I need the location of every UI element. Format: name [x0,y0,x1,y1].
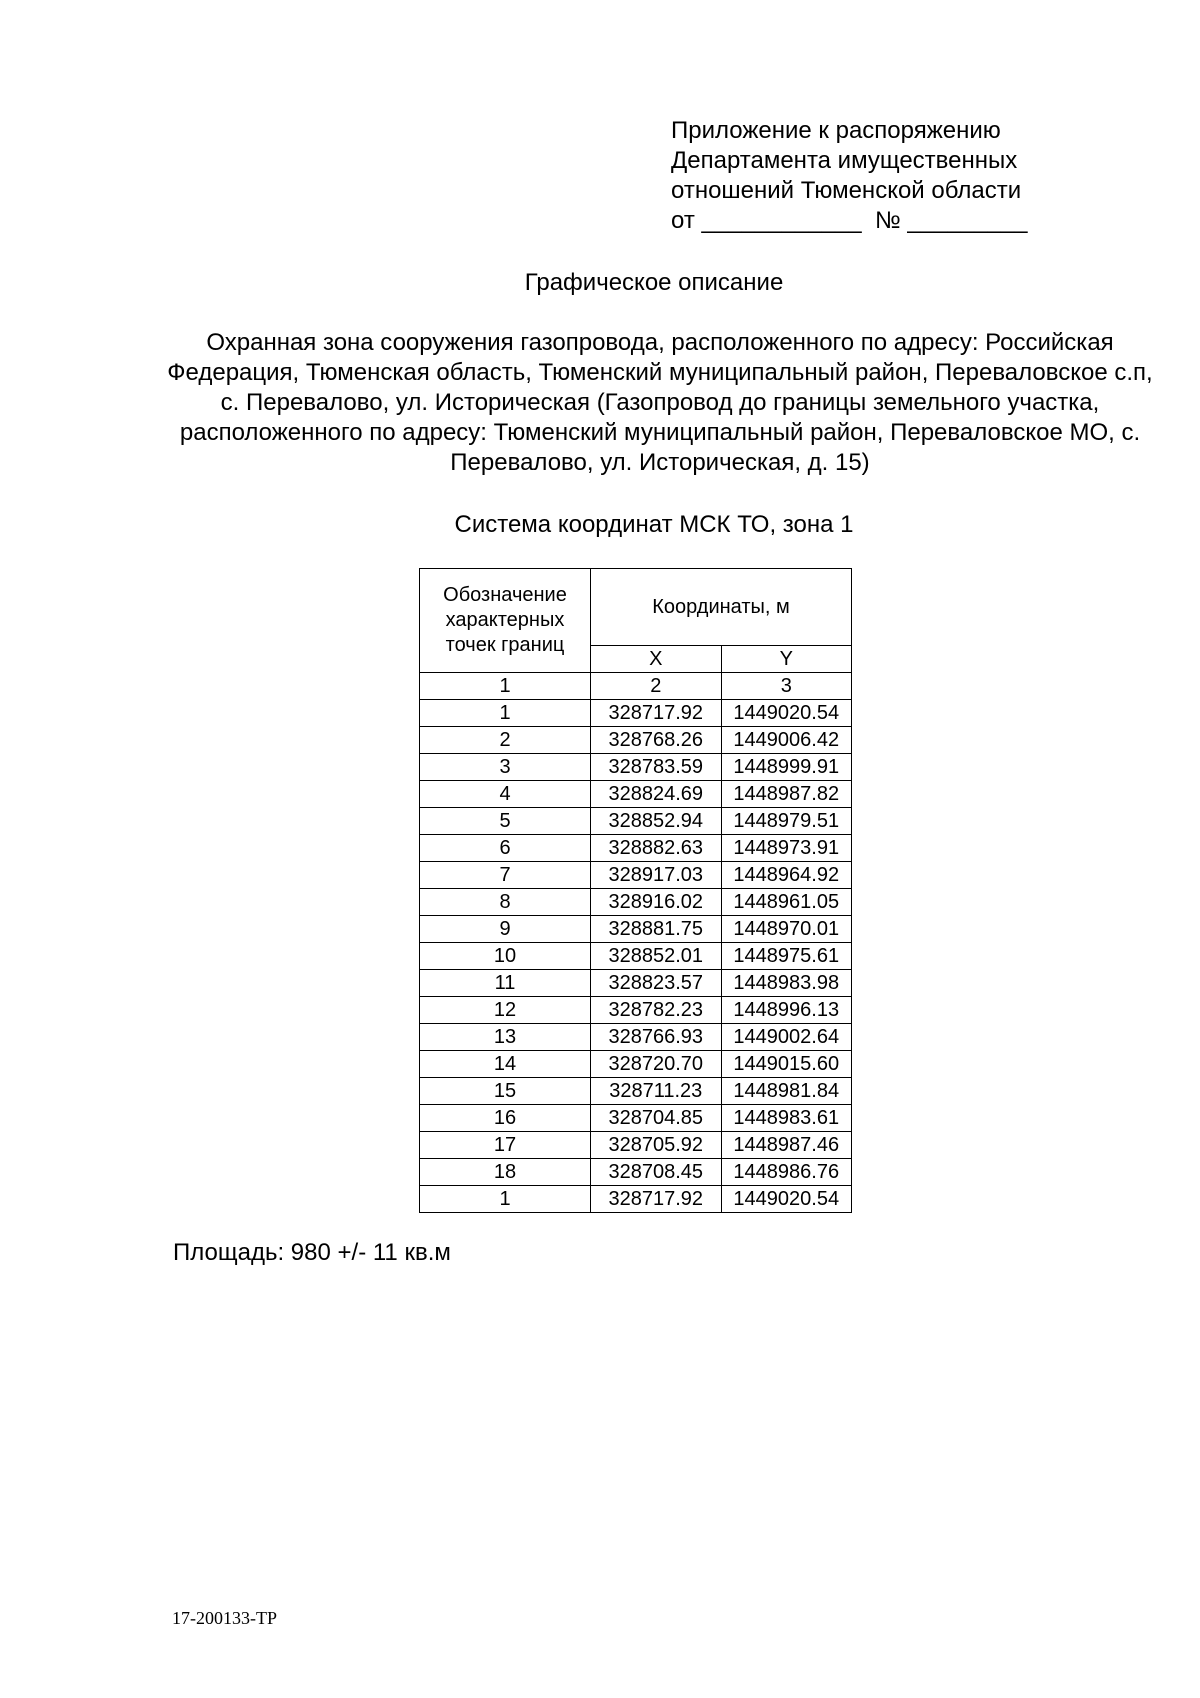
point-cell: 4 [420,781,591,808]
y-cell: 1449015.60 [721,1051,852,1078]
x-cell: 328881.75 [591,916,722,943]
point-cell: 7 [420,862,591,889]
table-row [420,1132,852,1159]
coordinate-system-label: Система координат МСК ТО, зона 1 [454,511,854,538]
table-row [420,1051,852,1078]
y-cell: 1448999.91 [721,754,852,781]
x-cell: 328916.02 [591,889,722,916]
y-cell: 1448983.61 [721,1105,852,1132]
document-code: 17-200133-ТР [172,1608,277,1628]
point-cell: 8 [420,889,591,916]
table-row [420,835,852,862]
x-cell: 328882.63 [591,835,722,862]
point-cell: 14 [420,1051,591,1078]
zone-description: Охранная зона сооружения газопровода, расположенного по адресу: Российская Федерация, Тюменская область, Тюменский муниципальный район, Переваловское с.п, с. Перевалово, ул. Историческая (Газопровод до границы земельного участка, расположенного по адресу: Тюменский муниципальный район, Переваловское МО, с. Перевалово, ул. Историческая, д. 15) [167,329,1153,476]
appendix-date-number-line: от ____________ № _________ [671,207,1028,234]
appendix-line: Приложение к распоряжению [671,117,1001,144]
column-number: 2 [591,673,722,700]
point-cell: 16 [420,1105,591,1132]
y-cell: 1448964.92 [721,862,852,889]
x-cell: 328852.01 [591,943,722,970]
x-cell: 328720.70 [591,1051,722,1078]
x-cell: 328705.92 [591,1132,722,1159]
y-cell: 1448979.51 [721,808,852,835]
table-row [420,727,852,754]
x-cell: 328717.92 [591,700,722,727]
y-cell: 1448975.61 [721,943,852,970]
y-cell: 1448987.46 [721,1132,852,1159]
point-cell: 9 [420,916,591,943]
x-cell: 328823.57 [591,970,722,997]
page-title: Графическое описание [524,269,784,296]
table-row [420,970,852,997]
y-cell: 1448996.13 [721,997,852,1024]
table-row [420,808,852,835]
y-cell: 1449020.54 [721,1186,852,1213]
table-row [420,1078,852,1105]
point-cell: 17 [420,1132,591,1159]
y-cell: 1448983.98 [721,970,852,997]
point-cell: 13 [420,1024,591,1051]
appendix-line: Департамента имущественных [671,147,1018,174]
table-row [420,997,852,1024]
table-row [420,700,852,727]
y-cell: 1448981.84 [721,1078,852,1105]
x-cell: 328704.85 [591,1105,722,1132]
area-label: Площадь: 980 +/- 11 кв.м [173,1239,451,1266]
x-cell: 328783.59 [591,754,722,781]
table-row [420,889,852,916]
table-row [420,1186,852,1213]
table-row [420,1024,852,1051]
y-cell: 1449020.54 [721,700,852,727]
table-row [420,862,852,889]
column-number: 3 [721,673,852,700]
y-cell: 1448961.05 [721,889,852,916]
x-cell: 328917.03 [591,862,722,889]
table-row [420,781,852,808]
point-cell: 2 [420,727,591,754]
point-cell: 5 [420,808,591,835]
x-cell: 328766.93 [591,1024,722,1051]
header-y: Y [721,646,852,673]
x-cell: 328768.26 [591,727,722,754]
appendix-line: отношений Тюменской области [671,177,1022,204]
point-cell: 3 [420,754,591,781]
table-row [420,916,852,943]
y-cell: 1448986.76 [721,1159,852,1186]
y-cell: 1449006.42 [721,727,852,754]
column-number: 1 [420,673,591,700]
y-cell: 1449002.64 [721,1024,852,1051]
point-cell: 11 [420,970,591,997]
x-cell: 328852.94 [591,808,722,835]
point-cell: 1 [420,1186,591,1213]
header-coordinates: Координаты, м [591,569,852,646]
y-cell: 1448970.01 [721,916,852,943]
point-cell: 10 [420,943,591,970]
coordinates-table [419,568,852,1213]
y-cell: 1448987.82 [721,781,852,808]
x-cell: 328717.92 [591,1186,722,1213]
y-cell: 1448973.91 [721,835,852,862]
table-row [420,1105,852,1132]
point-cell: 6 [420,835,591,862]
table-row [420,754,852,781]
point-cell: 15 [420,1078,591,1105]
point-cell: 1 [420,700,591,727]
x-cell: 328824.69 [591,781,722,808]
point-cell: 18 [420,1159,591,1186]
header-designation: Обозначение характерных точек границ [420,569,591,673]
table-row [420,1159,852,1186]
point-cell: 12 [420,997,591,1024]
x-cell: 328708.45 [591,1159,722,1186]
header-x: X [591,646,722,673]
x-cell: 328711.23 [591,1078,722,1105]
x-cell: 328782.23 [591,997,722,1024]
appendix-block [671,116,1028,236]
table-row [420,943,852,970]
